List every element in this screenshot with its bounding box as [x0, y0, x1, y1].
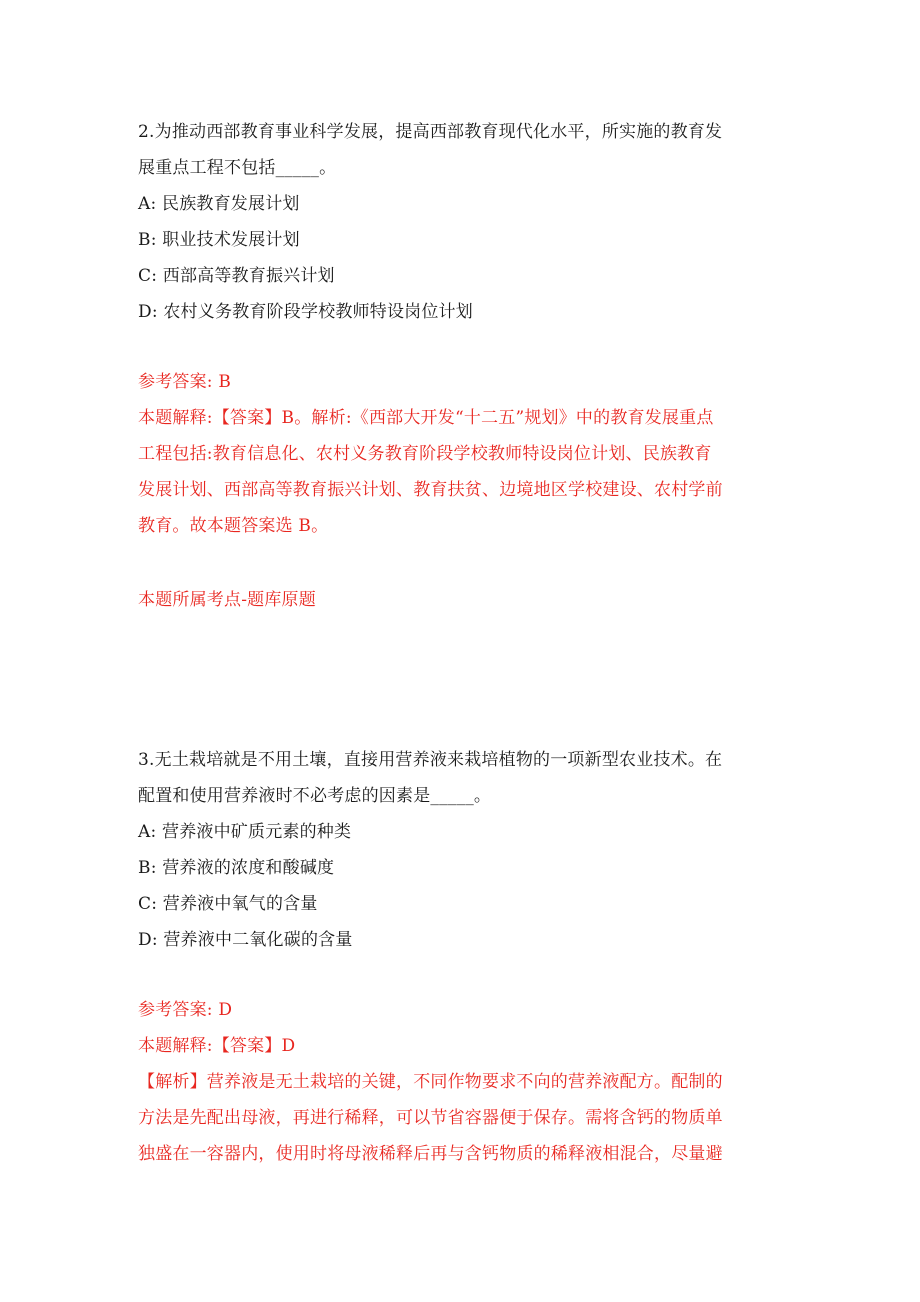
explanation-line: 【解析】营养液是无土栽培的关键，不同作物要求不向的营养液配方。配制的 [138, 1072, 723, 1092]
option-b: B: 营养液的浓度和酸碱度 [138, 858, 335, 878]
question-3 [138, 742, 788, 958]
option-c: C: 西部高等教育振兴计划 [138, 266, 335, 286]
explanation-line: 工程包括:教育信息化、农村义务教育阶段学校教师特设岗位计划、民族教育 [138, 444, 712, 464]
explanation-line: 本题解释:【答案】D [138, 1036, 296, 1056]
question-stem-line: 3.无土栽培就是不用土壤，直接用营养液来栽培植物的一项新型农业技术。在 [138, 750, 723, 770]
option-d: D: 农村义务教育阶段学校教师特设岗位计划 [138, 302, 473, 322]
explanation-line: 方法是先配出母液，再进行稀释，可以节省容器便于保存。需将含钙的物质单 [138, 1108, 723, 1128]
explanation-line: 独盛在一容器内，使用时将母液稀释后再与含钙物质的稀释液相混合，尽量避 [138, 1144, 723, 1164]
question-stem-line: 2.为推动西部教育事业科学发展，提高西部教育现代化水平，所实施的教育发 [138, 122, 723, 142]
answer-block-2 [138, 364, 788, 544]
question-stem-line: 配置和使用营养液时不必考虑的因素是_____。 [138, 786, 492, 806]
option-d: D: 营养液中二氧化碳的含量 [138, 930, 353, 950]
reference-answer: 参考答案: B [138, 372, 232, 392]
option-b: B: 职业技术发展计划 [138, 230, 300, 250]
answer-block-3 [138, 992, 788, 1172]
question-2 [138, 114, 788, 330]
knowledge-point: 本题所属考点-题库原题 [138, 590, 316, 610]
explanation-line: 发展计划、西部高等教育振兴计划、教育扶贫、边境地区学校建设、农村学前 [138, 480, 723, 500]
option-a: A: 民族教育发展计划 [138, 194, 300, 214]
option-c: C: 营养液中氧气的含量 [138, 894, 318, 914]
explanation-line: 本题解释:【答案】B。解析:《西部大开发“十二五”规划》中的教育发展重点 [138, 408, 714, 428]
knowledge-point-block [138, 582, 788, 618]
explanation-line: 教育。故本题答案选 B。 [138, 516, 329, 536]
option-a: A: 营养液中矿质元素的种类 [138, 822, 352, 842]
question-stem-line: 展重点工程不包括_____。 [138, 158, 337, 178]
reference-answer: 参考答案: D [138, 1000, 233, 1020]
